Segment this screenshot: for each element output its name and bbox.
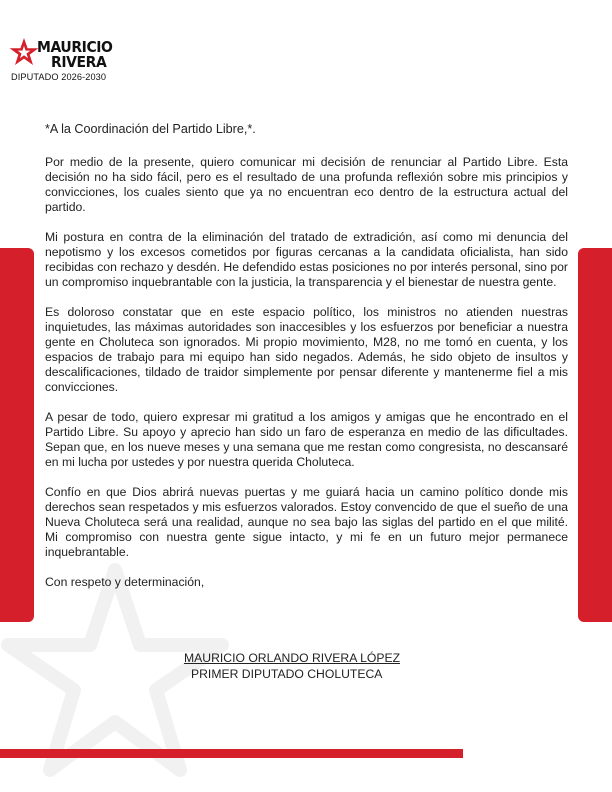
header-logo: [9, 37, 139, 83]
left-accent-bar: [0, 248, 34, 622]
bottom-accent-bar: [0, 749, 463, 758]
star-icon: [9, 37, 39, 67]
signature-name: MAURICIO ORLANDO RIVERA LÓPEZ: [184, 651, 401, 665]
closing: Con respeto y determinación,: [45, 575, 205, 589]
paragraph-5: Confío en que Dios abrirá nuevas puertas y me guiará hacia un camino político donde mis derechos sean respetados y mis esfuerzos valorados. Estoy convencido de que el sueño de una Nueva Choluteca será una realidad, aunque no sea bajo las siglas del partido en el que milité. Mi compromiso con nuestra gente sigue intacto, y mi fe en un futuro mejor permanece inquebrantable.: [45, 485, 568, 559]
paragraph-1: Por medio de la presente, quiero comunicar mi decisión de renunciar al Partido Libre. Esta decisión no ha sido fácil, pero es el resultado de una profunda reflexión sobre mis principios y convicciones, los cuales siento que ya no encuentran eco dentro de la estructura actual del partido.: [45, 155, 568, 214]
logo-line1: MAURICIO: [37, 38, 113, 56]
paragraph-2: Mi postura en contra de la eliminación del tratado de extradición, así como mi denuncia del nepotismo y los excesos cometidos por figuras cercanas a la candidata oficialista, han sido recibidas con rechazo y desdén. He defendido estas posiciones no por interés personal, sino por un compromiso inquebrantable con la justicia, la transparencia y el bienestar de nuestra gente.: [45, 230, 568, 289]
right-accent-bar: [578, 248, 612, 622]
signature-title: PRIMER DIPUTADO CHOLUTECA: [191, 667, 383, 681]
letter-body: [45, 122, 568, 590]
logo-line2: RIVERA: [51, 52, 107, 71]
logo-subtitle: DIPUTADO 2026-2030: [11, 72, 107, 82]
logo-name: [37, 40, 113, 69]
paragraph-4: A pesar de todo, quiero expresar mi gratitud a los amigos y amigas que he encontrado en el Partido Libre. Su apoyo y aprecio han sido un faro de esperanza en medio de las dificultades. Sepan que, en los nueve meses y una semana que me restan como congresista, no descansaré en mi lucha por ustedes y por nuestra querida Choluteca.: [45, 410, 568, 469]
paragraph-3: Es doloroso constatar que en este espacio político, los ministros no atienden nuestras inquietudes, las máximas autoridades son inaccesibles y los esfuerzos por beneficiar a nuestra gente en Choluteca son ignorados. Mi propio movimiento, M28, no me tomó en cuenta, y los espacios de trabajo para mi equipo han sido negados. Además, he sido objeto de insultos y descalificaciones, tildado de traidor simplemente por pensar diferente y mantenerme fiel a mis convicciones.: [45, 305, 568, 394]
salutation: *A la Coordinación del Partido Libre,*.: [45, 122, 256, 136]
